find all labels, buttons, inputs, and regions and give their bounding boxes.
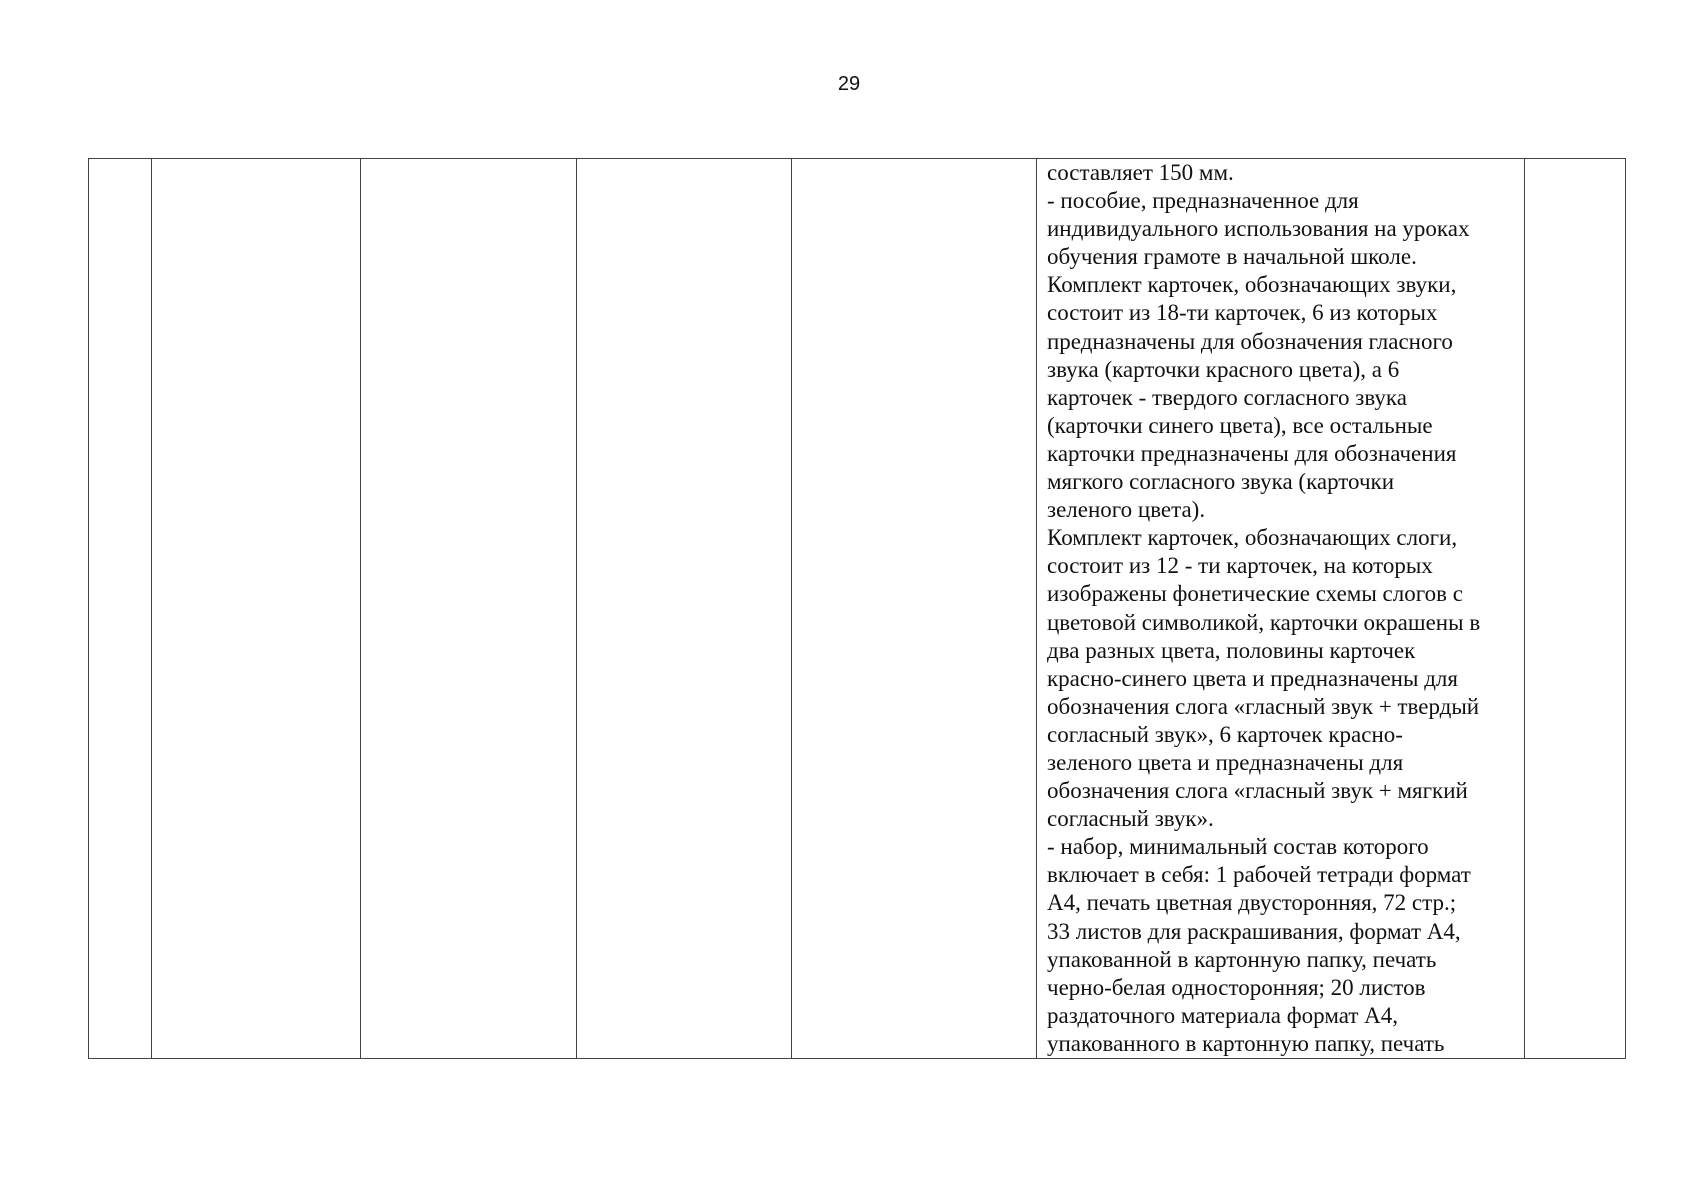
description-line: - пособие, предназначенное для — [1047, 188, 1359, 214]
description-line: раздаточного материала формат А4, — [1047, 1002, 1398, 1028]
description-line: состоит из 18-ти карточек, 6 из которых — [1047, 300, 1438, 326]
page-number: 29 — [837, 73, 861, 95]
description-text — [1047, 159, 1516, 1058]
description-line: обозначения слога «гласный звук + твердый — [1047, 693, 1480, 719]
description-line: Комплект карточек, обозначающих слоги, — [1047, 525, 1458, 551]
description-line: (карточки синего цвета), все остальные — [1047, 412, 1433, 438]
description-line: состоит из 12 - ти карточек, на которых — [1047, 553, 1433, 579]
description-line: упакованной в картонную папку, печать — [1047, 946, 1437, 972]
table-cell-4 — [577, 159, 792, 1059]
description-line: предназначены для обозначения гласного — [1047, 328, 1453, 354]
description-line: черно-белая односторонняя; 20 листов — [1047, 974, 1426, 1000]
description-line: звука (карточки красного цвета), а 6 — [1047, 356, 1400, 382]
table-row — [89, 159, 1626, 1059]
description-line: изображены фонетические схемы слогов с — [1047, 581, 1463, 607]
table-cell-7 — [1525, 159, 1626, 1059]
description-line: включает в себя: 1 рабочей тетради формат — [1047, 862, 1471, 888]
description-line: мягкого согласного звука (карточки — [1047, 469, 1395, 495]
description-line: зеленого цвета и предназначены для — [1047, 749, 1404, 775]
table-cell-description — [1037, 159, 1525, 1059]
description-line: индивидуального использования на уроках — [1047, 216, 1470, 242]
table-cell-5 — [792, 159, 1037, 1059]
description-line: Комплект карточек, обозначающих звуки, — [1047, 272, 1457, 298]
description-line: упакованного в картонную папку, печать — [1047, 1030, 1445, 1056]
description-line: - набор, минимальный состав которого — [1047, 834, 1429, 860]
table-cell-name — [152, 159, 361, 1059]
description-line: цветовой символикой, карточки окрашены в — [1047, 609, 1481, 635]
description-line: согласный звук», 6 карточек красно- — [1047, 721, 1403, 747]
table-cell-3 — [361, 159, 577, 1059]
description-line: согласный звук». — [1047, 806, 1214, 832]
description-line: зеленого цвета). — [1047, 497, 1206, 523]
specification-table — [88, 158, 1626, 1059]
description-line: составляет 150 мм. — [1047, 160, 1234, 185]
description-line: карточки предназначены для обозначения — [1047, 440, 1457, 466]
description-line: обучения грамоте в начальной школе. — [1047, 244, 1417, 270]
description-line: А4, печать цветная двусторонняя, 72 стр.; — [1047, 890, 1457, 916]
description-line: карточек - твердого согласного звука — [1047, 384, 1407, 410]
table-cell-number — [89, 159, 152, 1059]
description-line: два разных цвета, половины карточек — [1047, 637, 1416, 663]
description-line: обозначения слога «гласный звук + мягкий — [1047, 778, 1468, 804]
description-line: красно-синего цвета и предназначены для — [1047, 665, 1458, 691]
description-line: 33 листов для раскрашивания, формат А4, — [1047, 918, 1461, 944]
